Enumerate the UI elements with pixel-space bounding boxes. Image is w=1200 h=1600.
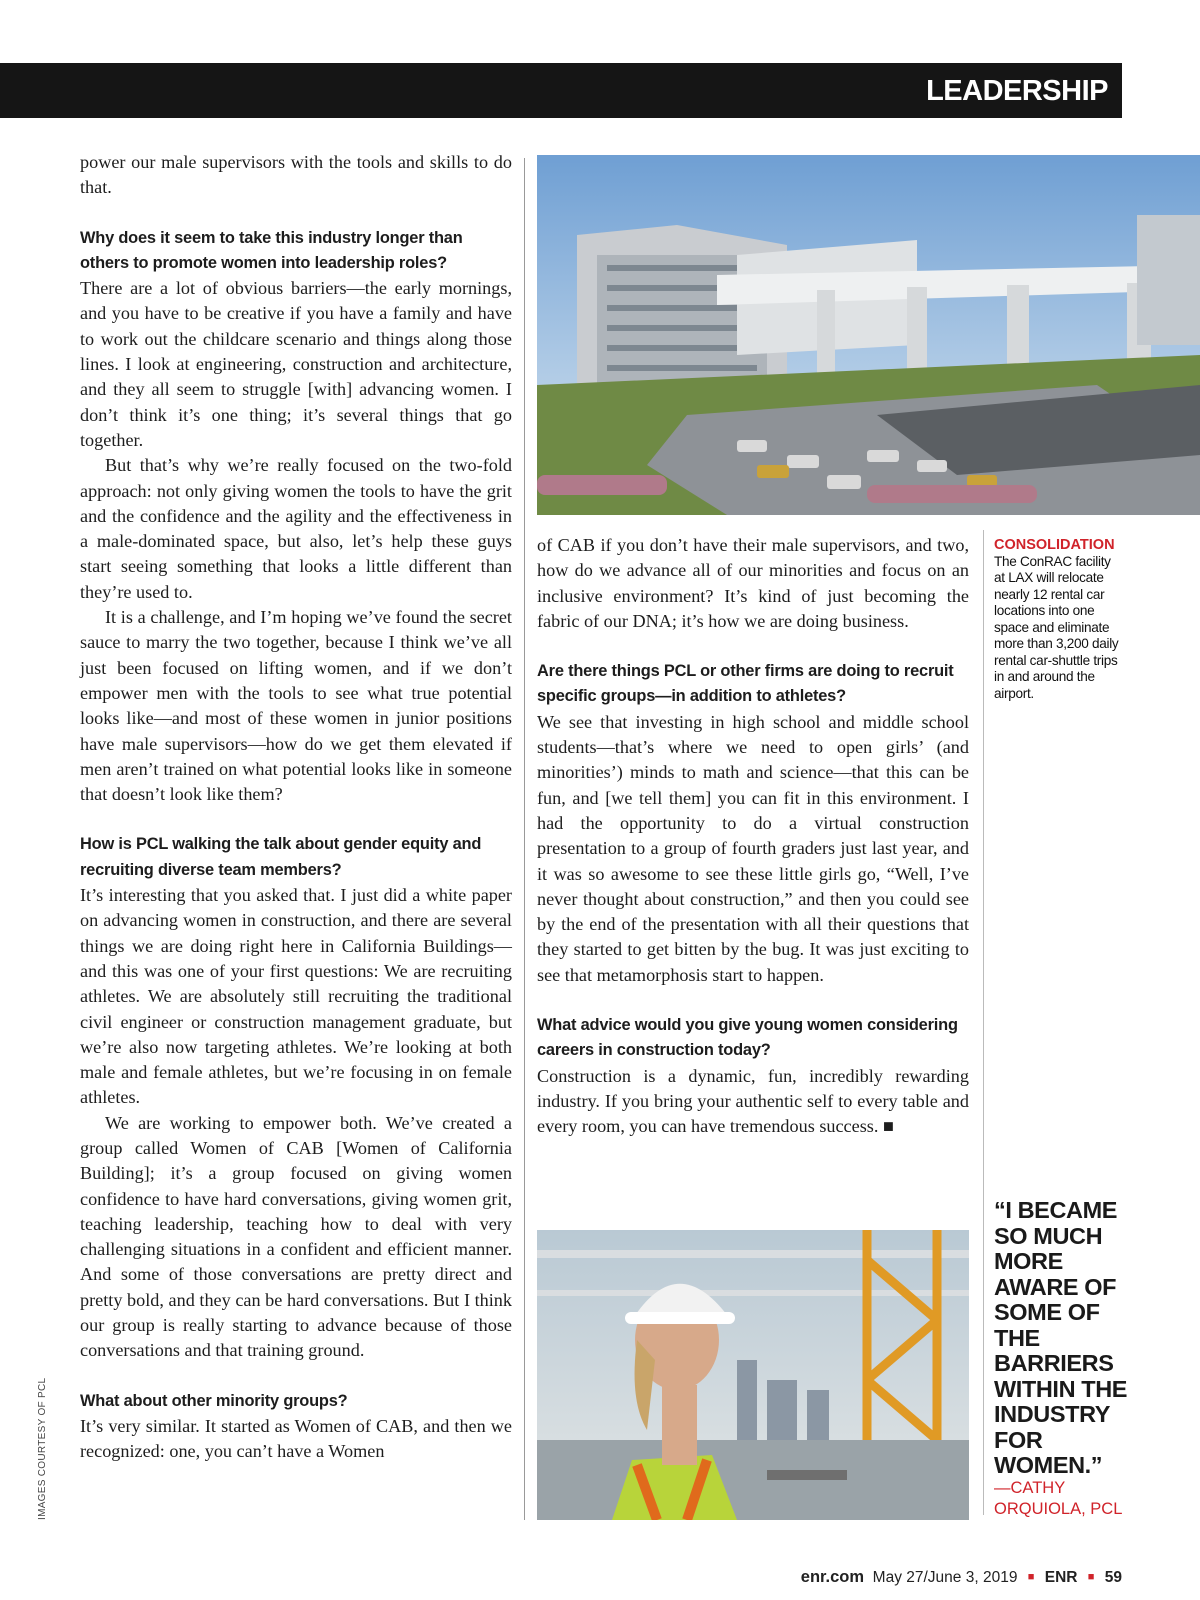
photo-caption (994, 537, 1124, 702)
caption-kicker: CONSOLIDATION (994, 537, 1115, 553)
body-paragraph: of CAB if you don’t have their male supervisors, and two, how do we advance all of our minorities and focus on an inclusive environment? It’s kind of just becoming the fabric of our DNA; it’s how we are doing business. (537, 535, 969, 631)
conrac-rendering-image (537, 155, 1200, 515)
construction-worker-photo (537, 1230, 969, 1520)
body-paragraph: We see that investing in high school and middle school students—that’s where we need to open girls’ (and minorities’) minds to math and science—that this can be fun, and [we tell them] you can fit in this environment. I had the opportunity to do a virtual construction presentation to a group of fourth graders just last year, and it was so awesome to see these little girls go, “Well, I’ve never thought about construction,” and then you could see by the end of the presentation with all their questions that they started to get bitten by the bug. It was just exciting to see that metamorphosis start to happen. (537, 711, 969, 985)
interview-question: Are there things PCL or other firms are doing to recruit specific groups—in addition to athletes? (537, 662, 954, 706)
section-header-bar (0, 63, 1122, 118)
pull-quote-attribution: —CATHY ORQUIOLA, PCL (994, 1479, 1123, 1518)
article-column-middle (537, 533, 969, 1140)
pull-quote: “I BECAME SO MUCH MORE AWARE OF SOME OF THE BARRIERS WITHIN THE INDUSTRY FOR WOMEN.” (994, 1197, 1128, 1478)
article-column-left (80, 150, 512, 1465)
caption-divider (983, 530, 984, 1515)
caption-text: The ConRAC facility at LAX will relocate nearly 12 rental car locations into one space and eliminate more than 3,200 daily rental car-shuttle trips in and around the airport. (994, 553, 1119, 701)
interview-question: Why does it seem to take this industry longer than others to promote women into leadership roles? (80, 228, 463, 272)
interview-question: What about other minority groups? (80, 1391, 348, 1410)
body-paragraph: There are a lot of obvious barriers—the early mornings, and you have to be creative if you have a family and have to work out the childcare scenario and things along those lines. I look at engineering, construction and architecture, and they all seem to struggle [with] advancing women. I don’t think it’s one thing; it’s several things that go together. (80, 278, 512, 450)
page-number: 59 (1104, 1569, 1122, 1586)
footer-site[interactable]: enr.com (800, 1568, 865, 1586)
footer-date: May 27/June 3, 2019 (872, 1569, 1018, 1586)
body-paragraph: Construction is a dynamic, fun, incredibly rewarding industry. If you bring your authentic self to every table and every room, you can have tremendous success. ■ (537, 1065, 969, 1137)
section-title: LEADERSHIP (926, 75, 1108, 107)
interview-question: What advice would you give young women considering careers in construction today? (537, 1016, 958, 1060)
body-paragraph: power our male supervisors with the tools and skills to do that. (80, 152, 512, 198)
body-paragraph: We are working to empower both. We’ve created a group called Women of CAB [Women of California Building]; it’s a group focused on giving women confidence to have hard conversations, giving women grit, teaching leadership, teaching how to deal with very challenging situations in a confident and efficient manner. And some of those conversations are pretty direct and pretty bold, and they can be hard conversations. But I think our group is really starting to advance because of those conversations and that training ground. (80, 1112, 512, 1361)
page-footer (801, 1568, 1122, 1587)
separator-square-icon: ■ (1087, 1571, 1095, 1583)
column-divider (524, 158, 525, 1520)
interview-question: How is PCL walking the talk about gender equity and recruiting diverse team members? (80, 835, 482, 879)
image-credit: IMAGES COURTESY OF PCL (37, 1377, 48, 1520)
body-paragraph: It’s interesting that you asked that. I just did a white paper on advancing women in construction, and there are several things we are doing right here in California Buildings—and this was one of your first questions: We are recruiting athletes. We are absolutely still recruiting the traditional civil engineer or construction management graduate, but we’re also now targeting athletes. We’re looking at both male and female athletes, but we’re focusing in on female athletes. (80, 885, 512, 1108)
body-paragraph: It’s very similar. It started as Women of CAB, and then we recognized: one, you can’t have a Women (80, 1415, 512, 1462)
separator-square-icon: ■ (1027, 1571, 1035, 1583)
footer-brand: ENR (1044, 1569, 1078, 1586)
body-paragraph: But that’s why we’re really focused on the two-fold approach: not only giving women the tools to have the grit and the confidence and the agility and the effectiveness in a male-dominated space, but also, let’s help these guys start seeing something that looks a little different than they’re used to. (80, 455, 512, 602)
body-paragraph: It is a challenge, and I’m hoping we’ve found the secret sauce to marry the two together, because I think we’ve all just been focused on lifting women, and if we don’t empower men with the tools to see what true potential looks like—and most of these women in junior positions have male supervisors—how do we get them elevated if men aren’t trained on what potential looks like in someone that doesn’t look like them? (80, 607, 512, 805)
